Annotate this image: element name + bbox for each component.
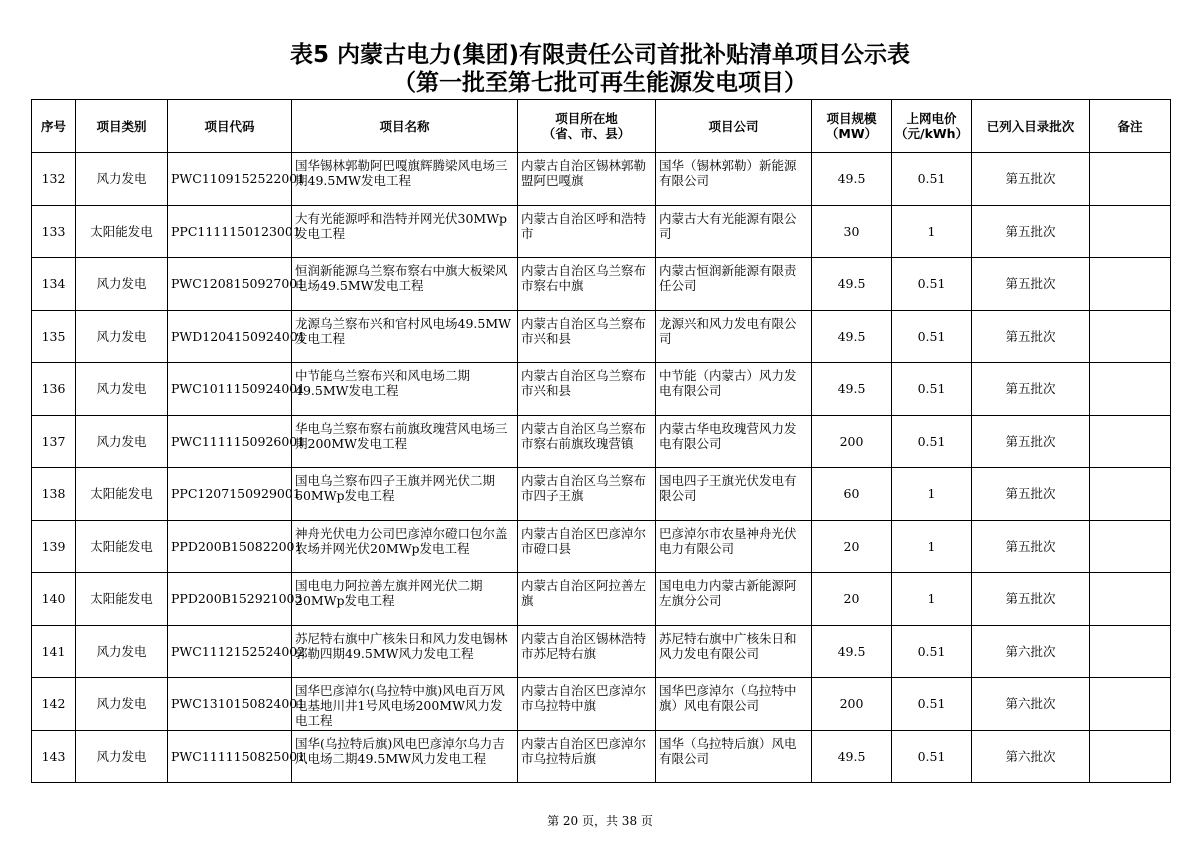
cell-company: 国电电力内蒙古新能源阿左旗分公司	[656, 573, 812, 626]
cell-seq: 134	[32, 258, 76, 311]
cell-price: 0.51	[892, 153, 972, 206]
cell-location: 内蒙古自治区巴彦淖尔市磴口县	[518, 520, 656, 573]
cell-code: PWC1109152522001	[168, 153, 292, 206]
cell-company: 内蒙古恒润新能源有限责任公司	[656, 258, 812, 311]
cell-code: PWD1204150924001	[168, 310, 292, 363]
cell-scale: 20	[812, 520, 892, 573]
cell-company: 龙源兴和风力发电有限公司	[656, 310, 812, 363]
cell-name: 龙源乌兰察布兴和官村风电场49.5MW发电工程	[292, 310, 518, 363]
cell-category: 太阳能发电	[76, 573, 168, 626]
cell-price: 0.51	[892, 258, 972, 311]
cell-seq: 142	[32, 678, 76, 731]
header-batch: 已列入目录批次	[972, 100, 1090, 153]
cell-location: 内蒙古自治区呼和浩特市	[518, 205, 656, 258]
cell-name: 国电电力阿拉善左旗并网光伏二期20MWp发电工程	[292, 573, 518, 626]
cell-remark	[1090, 415, 1171, 468]
header-category: 项目类别	[76, 100, 168, 153]
cell-remark	[1090, 573, 1171, 626]
page-number: 第 20 页，共 38 页	[547, 814, 653, 828]
cell-scale: 60	[812, 468, 892, 521]
project-table	[31, 99, 1171, 783]
cell-seq: 135	[32, 310, 76, 363]
cell-remark	[1090, 258, 1171, 311]
cell-location: 内蒙古自治区锡林浩特市苏尼特右旗	[518, 625, 656, 678]
cell-company: 国电四子王旗光伏发电有限公司	[656, 468, 812, 521]
cell-price: 0.51	[892, 625, 972, 678]
cell-price: 1	[892, 205, 972, 258]
cell-category: 风力发电	[76, 363, 168, 416]
cell-location: 内蒙古自治区乌兰察布市兴和县	[518, 310, 656, 363]
cell-name: 中节能乌兰察布兴和风电场二期49.5MW发电工程	[292, 363, 518, 416]
cell-location: 内蒙古自治区阿拉善左旗	[518, 573, 656, 626]
cell-scale: 30	[812, 205, 892, 258]
cell-company: 内蒙古华电玫瑰营风力发电有限公司	[656, 415, 812, 468]
cell-seq: 136	[32, 363, 76, 416]
cell-company: 巴彦淖尔市农垦神舟光伏电力有限公司	[656, 520, 812, 573]
cell-name: 苏尼特右旗中广核朱日和风力发电锡林郭勒四期49.5MW风力发电工程	[292, 625, 518, 678]
cell-company: 国华（锡林郭勒）新能源有限公司	[656, 153, 812, 206]
cell-remark	[1090, 468, 1171, 521]
cell-batch: 第五批次	[972, 363, 1090, 416]
cell-location: 内蒙古自治区乌兰察布市察右中旗	[518, 258, 656, 311]
cell-seq: 140	[32, 573, 76, 626]
cell-scale: 49.5	[812, 625, 892, 678]
cell-code: PWC1310150824001	[168, 678, 292, 731]
document-subtitle: （第一批至第七批可再生能源发电项目）	[393, 70, 807, 96]
cell-seq: 143	[32, 730, 76, 783]
cell-batch: 第五批次	[972, 415, 1090, 468]
header-scale: 项目规模 （MW）	[812, 100, 892, 153]
cell-batch: 第五批次	[972, 520, 1090, 573]
cell-code: PPC1111150123001	[168, 205, 292, 258]
cell-code: PWC1011150924001	[168, 363, 292, 416]
cell-code: PWC1112152524002	[168, 625, 292, 678]
cell-category: 风力发电	[76, 310, 168, 363]
cell-category: 风力发电	[76, 415, 168, 468]
cell-code: PPD200B150822001	[168, 520, 292, 573]
cell-scale: 49.5	[812, 153, 892, 206]
cell-code: PPD200B152921003	[168, 573, 292, 626]
cell-category: 太阳能发电	[76, 520, 168, 573]
cell-remark	[1090, 363, 1171, 416]
cell-code: PWC1208150927001	[168, 258, 292, 311]
cell-remark	[1090, 730, 1171, 783]
table-row	[32, 310, 1171, 363]
cell-remark	[1090, 153, 1171, 206]
cell-remark	[1090, 625, 1171, 678]
cell-price: 1	[892, 468, 972, 521]
cell-name: 神舟光伏电力公司巴彦淖尔磴口包尔盖农场并网光伏20MWp发电工程	[292, 520, 518, 573]
cell-location: 内蒙古自治区锡林郭勒盟阿巴嘎旗	[518, 153, 656, 206]
cell-scale: 49.5	[812, 730, 892, 783]
cell-category: 风力发电	[76, 153, 168, 206]
cell-batch: 第五批次	[972, 573, 1090, 626]
cell-scale: 49.5	[812, 363, 892, 416]
cell-price: 0.51	[892, 310, 972, 363]
header-company: 项目公司	[656, 100, 812, 153]
table-row	[32, 258, 1171, 311]
cell-code: PWC1111150926001	[168, 415, 292, 468]
cell-seq: 141	[32, 625, 76, 678]
cell-batch: 第五批次	[972, 258, 1090, 311]
cell-location: 内蒙古自治区巴彦淖尔市乌拉特中旗	[518, 678, 656, 731]
cell-code: PPC1207150929001	[168, 468, 292, 521]
cell-batch: 第五批次	[972, 310, 1090, 363]
cell-price: 0.51	[892, 415, 972, 468]
cell-seq: 132	[32, 153, 76, 206]
cell-name: 大有光能源呼和浩特并网光伏30MWp发电工程	[292, 205, 518, 258]
table-row	[32, 678, 1171, 731]
cell-company: 内蒙古大有光能源有限公司	[656, 205, 812, 258]
cell-name: 国电乌兰察布四子王旗并网光伏二期60MWp发电工程	[292, 468, 518, 521]
cell-batch: 第五批次	[972, 468, 1090, 521]
cell-name: 国华巴彦淖尔(乌拉特中旗)风电百万风电基地川井1号风电场200MW风力发电工程	[292, 678, 518, 731]
cell-price: 1	[892, 573, 972, 626]
table-body	[32, 153, 1171, 783]
cell-category: 太阳能发电	[76, 468, 168, 521]
header-seq: 序号	[32, 100, 76, 153]
cell-price: 0.51	[892, 678, 972, 731]
cell-category: 风力发电	[76, 625, 168, 678]
cell-scale: 20	[812, 573, 892, 626]
table-row	[32, 730, 1171, 783]
cell-company: 国华（乌拉特后旗）风电有限公司	[656, 730, 812, 783]
cell-price: 0.51	[892, 363, 972, 416]
cell-remark	[1090, 310, 1171, 363]
cell-seq: 137	[32, 415, 76, 468]
table-row	[32, 573, 1171, 626]
cell-name: 国华锡林郭勒阿巴嘎旗辉腾梁风电场三期49.5MW发电工程	[292, 153, 518, 206]
header-name: 项目名称	[292, 100, 518, 153]
header-price: 上网电价 （元/kWh）	[892, 100, 972, 153]
cell-batch: 第五批次	[972, 153, 1090, 206]
table-row	[32, 625, 1171, 678]
cell-seq: 139	[32, 520, 76, 573]
cell-batch: 第五批次	[972, 205, 1090, 258]
table-row	[32, 363, 1171, 416]
cell-batch: 第六批次	[972, 730, 1090, 783]
cell-name: 国华(乌拉特后旗)风电巴彦淖尔乌力吉风电场二期49.5MW风力发电工程	[292, 730, 518, 783]
cell-remark	[1090, 205, 1171, 258]
document-title: 表5 内蒙古电力(集团)有限责任公司首批补贴清单项目公示表	[289, 42, 911, 68]
cell-price: 0.51	[892, 730, 972, 783]
table-row	[32, 468, 1171, 521]
cell-scale: 200	[812, 678, 892, 731]
cell-name: 恒润新能源乌兰察布察右中旗大板梁风电场49.5MW发电工程	[292, 258, 518, 311]
header-remark: 备注	[1090, 100, 1171, 153]
cell-scale: 49.5	[812, 258, 892, 311]
cell-name: 华电乌兰察布察右前旗玫瑰营风电场三期200MW发电工程	[292, 415, 518, 468]
cell-category: 风力发电	[76, 730, 168, 783]
table-row	[32, 415, 1171, 468]
cell-price: 1	[892, 520, 972, 573]
cell-location: 内蒙古自治区巴彦淖尔市乌拉特后旗	[518, 730, 656, 783]
cell-batch: 第六批次	[972, 678, 1090, 731]
cell-scale: 49.5	[812, 310, 892, 363]
cell-category: 太阳能发电	[76, 205, 168, 258]
cell-location: 内蒙古自治区乌兰察布市兴和县	[518, 363, 656, 416]
cell-scale: 200	[812, 415, 892, 468]
cell-batch: 第六批次	[972, 625, 1090, 678]
table-row	[32, 205, 1171, 258]
cell-seq: 133	[32, 205, 76, 258]
cell-remark	[1090, 678, 1171, 731]
cell-remark	[1090, 520, 1171, 573]
cell-location: 内蒙古自治区乌兰察布市察右前旗玫瑰营镇	[518, 415, 656, 468]
cell-company: 中节能（内蒙古）风力发电有限公司	[656, 363, 812, 416]
cell-location: 内蒙古自治区乌兰察布市四子王旗	[518, 468, 656, 521]
table-header-row	[32, 100, 1171, 153]
header-code: 项目代码	[168, 100, 292, 153]
cell-company: 苏尼特右旗中广核朱日和风力发电有限公司	[656, 625, 812, 678]
cell-seq: 138	[32, 468, 76, 521]
header-location: 项目所在地 （省、市、县）	[518, 100, 656, 153]
table-row	[32, 153, 1171, 206]
cell-company: 国华巴彦淖尔（乌拉特中旗）风电有限公司	[656, 678, 812, 731]
table-row	[32, 520, 1171, 573]
cell-code: PWC1111150825001	[168, 730, 292, 783]
cell-category: 风力发电	[76, 258, 168, 311]
cell-category: 风力发电	[76, 678, 168, 731]
